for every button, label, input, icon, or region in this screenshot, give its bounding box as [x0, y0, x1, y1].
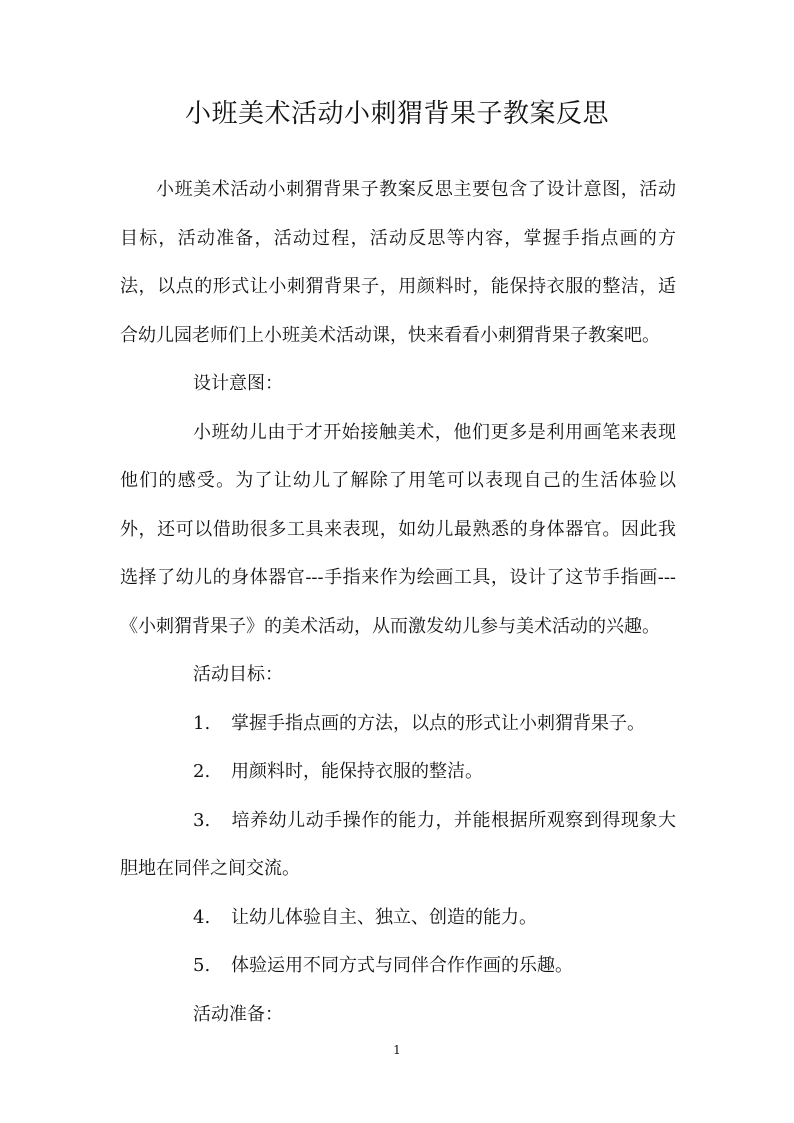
goal-item — [120, 748, 676, 797]
document-body — [120, 166, 676, 1039]
goal-text: 掌握手指点画的方法，以点的形式让小刺猬背果子。 — [231, 712, 645, 734]
page-number: 1 — [393, 1043, 401, 1057]
goal-number: 2. — [193, 761, 211, 782]
goal-number: 5. — [193, 955, 211, 976]
goal-text: 用颜料时，能保持衣服的整洁。 — [231, 761, 483, 782]
goal-number: 4. — [193, 906, 211, 928]
goal-item — [120, 894, 676, 943]
goal-item — [120, 797, 676, 894]
goal-item — [120, 700, 676, 749]
document-title: 小班美术活动小刺猬背果子教案反思 — [184, 99, 609, 129]
goal-text: 培养幼儿动手操作的能力，并能根据所观察到得现象大胆地在同伴之间交流。 — [120, 809, 676, 879]
goal-number: 1. — [193, 712, 211, 734]
goal-text: 让幼儿体验自主、独立、创造的能力。 — [231, 906, 537, 928]
goal-item — [120, 942, 676, 991]
design-heading: 设计意图： — [193, 373, 283, 394]
design-paragraph: 小班幼儿由于才开始接触美术，他们更多是利用画笔来表现他们的感受。为了让幼儿了解除了用笔可以表现自己的生活体验以外，还可以借助很多工具来表现，如幼儿最熟悉的身体器官。因此我选择了幼儿的身体器官---手指来作为绘画工具，设计了这节手指画---《小刺猬背果子》的美术活动，从而激发幼儿参与美术活动的兴趣。 — [120, 421, 676, 637]
goals-heading: 活动目标： — [193, 664, 283, 685]
intro-paragraph: 小班美术活动小刺猬背果子教案反思主要包含了设计意图，活动目标，活动准备，活动过程，活动反思等内容，掌握手指点画的方法，以点的形式让小刺猬背果子，用颜料时，能保持衣服的整洁，适合幼儿园老师们上小班美术活动课，快来看看小刺猬背果子教案吧。 — [120, 179, 676, 346]
prep-heading: 活动准备： — [193, 1003, 283, 1025]
goal-text: 体验运用不同方式与同伴合作作画的乐趣。 — [231, 955, 573, 976]
goal-number: 3. — [193, 809, 211, 831]
